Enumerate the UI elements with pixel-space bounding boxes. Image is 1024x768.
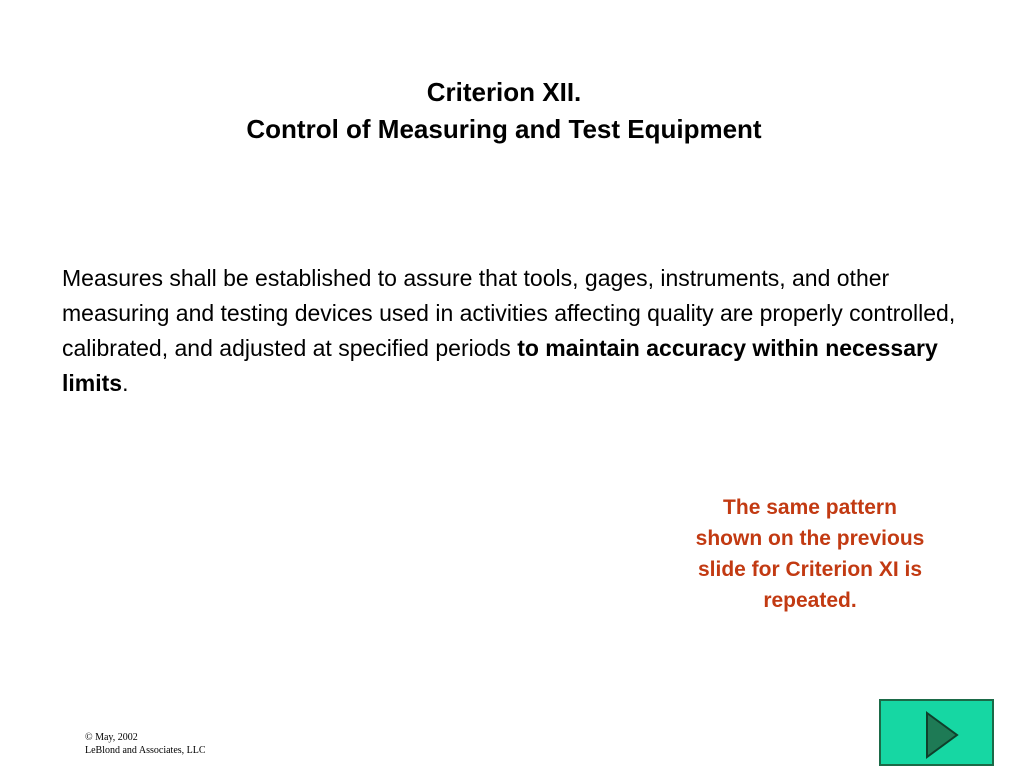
body-text-regular: Measures shall be established to assure that tools, gages, instruments, and other measuring and testing devices used in activities affecting quality are properly controlled, calibrated, and adjusted at specified periods [62, 265, 956, 361]
side-note: The same pattern shown on the previous slide for Criterion XI is repeated. [695, 496, 925, 612]
next-slide-button[interactable] [879, 699, 994, 766]
body-text-bold: to maintain accuracy within necessary limits [62, 335, 938, 396]
title-line-1: Criterion XII. [426, 77, 582, 107]
body-text-period: . [122, 370, 129, 396]
play-triangle-icon [925, 711, 959, 759]
title-line-2: Control of Measuring and Test Equipment [246, 114, 762, 144]
footer-date: © May, 2002 [85, 732, 138, 743]
body-paragraph [62, 261, 972, 401]
footer-copyright [85, 731, 206, 757]
slide-title [0, 74, 1008, 148]
footer-company: LeBlond and Associates, LLC [85, 745, 206, 756]
